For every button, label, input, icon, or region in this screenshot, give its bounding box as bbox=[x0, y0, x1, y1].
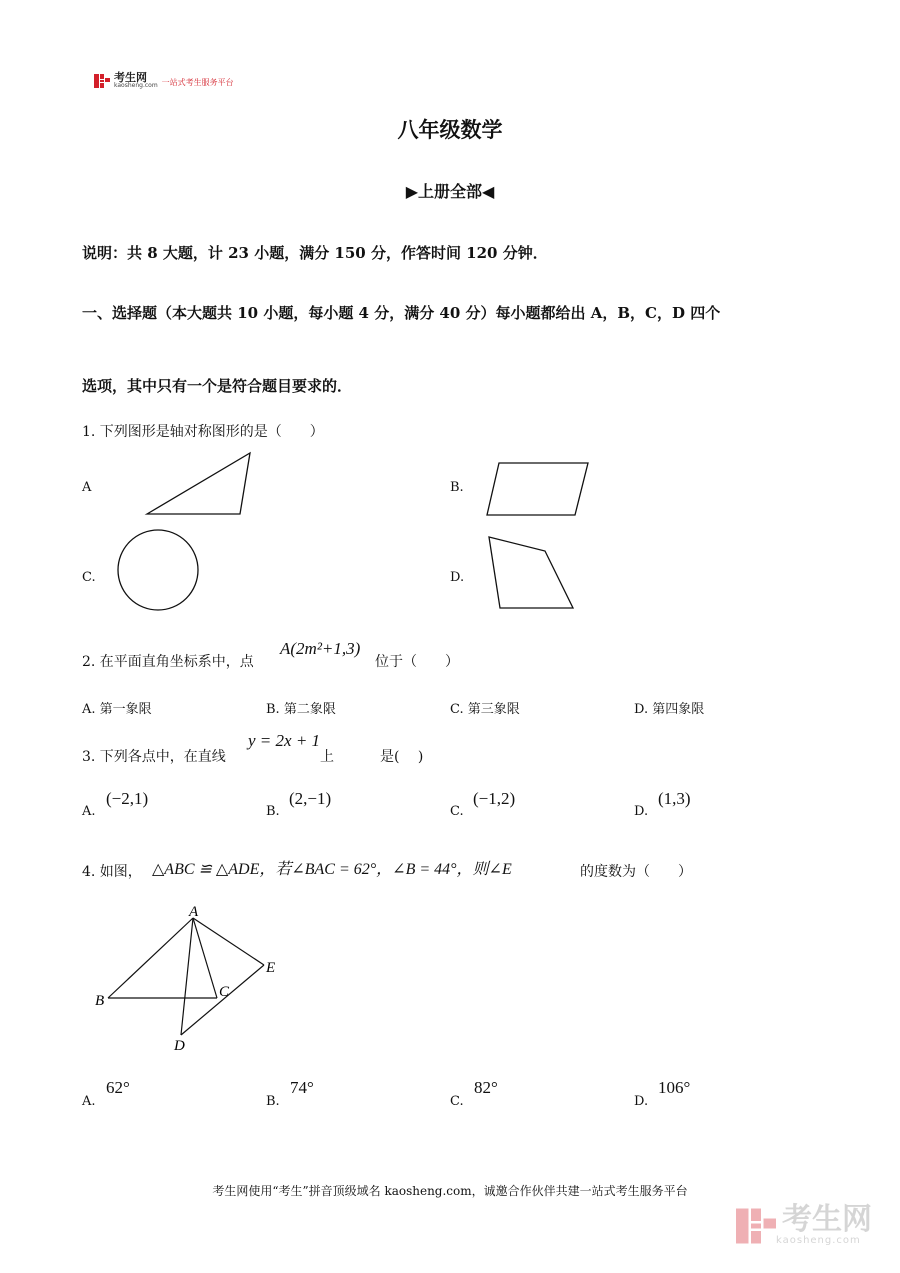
q1-option-c-label: C. bbox=[82, 570, 96, 585]
q4-option-d-letter: D. bbox=[634, 1094, 649, 1109]
q4-option-b-value: 74° bbox=[290, 1078, 314, 1097]
q4-option-a-value: 62° bbox=[106, 1078, 130, 1097]
q3-option-c-letter: C. bbox=[450, 804, 464, 819]
q4-option-c-value: 82° bbox=[474, 1078, 498, 1097]
watermark-name: 考生网 bbox=[782, 1202, 872, 1237]
q1-option-d-label: D. bbox=[450, 570, 465, 585]
q3-option-d-value: (1,3) bbox=[658, 789, 691, 808]
q3-stem-mid: 上 bbox=[320, 749, 334, 765]
q3-stem-after: 是( ) bbox=[380, 749, 424, 765]
q2-option-b-text: 第二象限 bbox=[283, 702, 336, 717]
q1-stem: 1. 下列图形是轴对称图形的是（ ） bbox=[82, 424, 324, 440]
q4-math: △ABC ≌ △ADE，若∠BAC = 62°，∠B = 44°，则∠E bbox=[152, 861, 512, 878]
q4-label-d: D bbox=[174, 1038, 185, 1054]
q1-option-b-label: B. bbox=[450, 480, 464, 495]
q3-option-b-letter: B. bbox=[266, 804, 280, 819]
q2-math: A(2m²+1,3) bbox=[280, 639, 361, 658]
q3-option-c-value: (−1,2) bbox=[473, 789, 516, 808]
section-heading-line1: 一、选择题（本大题共 10 小题，每小题 4 分，满分 40 分）每小题都给出 A，B，C，D 四个 bbox=[82, 304, 721, 322]
q4-option-b-letter: B. bbox=[266, 1094, 280, 1109]
q2-option-c-letter: C. bbox=[450, 702, 464, 717]
q2-option-d-text: 第四象限 bbox=[652, 702, 705, 717]
logo-slogan: 一站式考生服务平台 bbox=[161, 77, 234, 87]
logo-name: 考生网 bbox=[114, 71, 147, 84]
watermark-icon bbox=[736, 1206, 776, 1246]
q4-label-a: A bbox=[189, 904, 199, 920]
q2-stem-after: 位于（ ） bbox=[375, 654, 459, 670]
watermark-logo bbox=[736, 1202, 872, 1246]
q3-option-b-value: (2,−1) bbox=[289, 789, 332, 808]
q3-option-a-letter: A. bbox=[82, 804, 96, 819]
page-title: 八年级数学 bbox=[397, 117, 503, 142]
q1-option-a-label: A bbox=[82, 480, 92, 495]
q3-option-a-value: (−2,1) bbox=[106, 789, 149, 808]
q2-stem-before: 2. 在平面直角坐标系中，点 bbox=[82, 654, 254, 670]
q4-stem-before: 4. 如图， bbox=[82, 864, 142, 880]
q2-option-c-text: 第三象限 bbox=[467, 702, 520, 717]
q4-option-c-letter: C. bbox=[450, 1094, 464, 1109]
page-footer: 考生网使用“考生”拼音顶级域名 kaosheng.com，诚邀合作伙伴共建一站式考生服务平台 bbox=[212, 1184, 688, 1198]
q4-stem-after: 的度数为（ ） bbox=[580, 864, 692, 880]
logo-url: kaosheng.com bbox=[114, 82, 158, 89]
q3-math: y = 2x + 1 bbox=[248, 731, 321, 750]
q3-stem-before: 3. 下列各点中，在直线 bbox=[82, 749, 226, 765]
q3-option-d-letter: D. bbox=[634, 804, 649, 819]
q4-option-a-letter: A. bbox=[82, 1094, 96, 1109]
section-heading-line2: 选项，其中只有一个是符合题目要求的． bbox=[82, 377, 353, 395]
q4-label-c: C bbox=[219, 984, 230, 1000]
watermark-url: kaosheng.com bbox=[776, 1235, 861, 1246]
q4-label-b: B bbox=[95, 993, 105, 1009]
page-subtitle: ▶上册全部◀ bbox=[405, 182, 495, 201]
q2-option-d-letter: D. bbox=[634, 702, 649, 717]
q2-option-b-letter: B. bbox=[266, 702, 280, 717]
q4-label-e: E bbox=[266, 960, 276, 976]
q2-option-a-letter: A. bbox=[82, 702, 96, 717]
q2-option-a-text: 第一象限 bbox=[99, 702, 152, 717]
exam-note: 说明：共 8 大题，计 23 小题，满分 150 分，作答时间 120 分钟． bbox=[82, 244, 548, 262]
q4-option-d-value: 106° bbox=[658, 1078, 691, 1097]
